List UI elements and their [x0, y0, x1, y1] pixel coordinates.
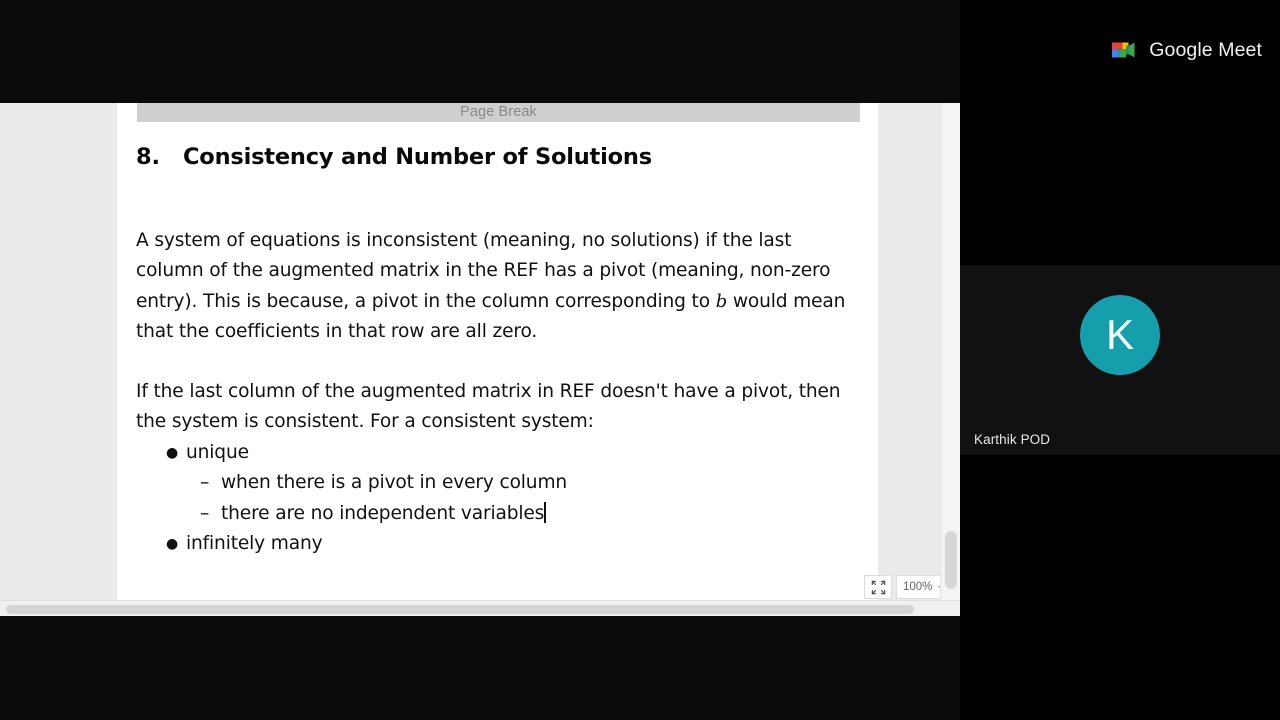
heading-text: Consistency and Number of Solutions — [183, 144, 652, 170]
horizontal-scrollbar[interactable] — [0, 600, 960, 616]
list-item — [117, 468, 878, 498]
math-variable-b: b — [715, 290, 728, 312]
fit-to-screen-button[interactable] — [864, 575, 892, 599]
solutions-list — [117, 438, 878, 559]
zoom-level-value: 100% — [903, 581, 933, 593]
list-item-label: when there is a pivot in every column — [221, 472, 568, 494]
avatar: K — [1080, 295, 1160, 375]
document-view-controls — [864, 575, 949, 599]
meet-brand-label: Google Meet — [1149, 38, 1262, 61]
list-item — [117, 499, 878, 529]
paragraph-consistent: If the last column of the augmented matrix in REF doesn't have a pivot, then the system is consistent. For a consistent system: — [136, 381, 841, 433]
letterbox-top — [0, 0, 960, 103]
dash-icon: – — [200, 472, 210, 494]
horizontal-scrollbar-thumb[interactable] — [6, 605, 914, 614]
shared-document-window — [0, 103, 960, 616]
heading-number: 8. — [136, 144, 160, 170]
participant-tile[interactable] — [960, 265, 1280, 455]
bullet-icon: ● — [166, 535, 179, 552]
paragraph-1-part-a: A system of equations is inconsistent (meaning, no solutions) if the last column of the augmented matrix in the REF has a pivot (meaning, non-zero entry). This is because, a pivot in the column corresponding to — [136, 230, 831, 312]
text-cursor — [544, 502, 545, 523]
dash-icon: – — [200, 502, 210, 524]
meet-branding — [960, 0, 1280, 100]
list-item — [117, 438, 878, 468]
list-item — [117, 529, 878, 559]
list-item-label: unique — [186, 442, 249, 463]
google-meet-camera-icon — [1109, 38, 1139, 62]
page-break-marker: Page Break — [137, 103, 860, 122]
letterbox-bottom — [0, 616, 960, 720]
list-item-label: there are no independent variables — [221, 502, 545, 524]
participant-name-label: Karthik POD — [974, 432, 1051, 447]
list-item-label: infinitely many — [186, 532, 323, 554]
document-canvas-right-gutter — [878, 103, 940, 600]
vertical-scrollbar[interactable] — [940, 103, 960, 600]
document-canvas-left-gutter — [0, 103, 117, 600]
document-content[interactable] — [117, 122, 878, 600]
fit-to-screen-icon — [871, 580, 886, 595]
paragraph-inconsistent — [136, 226, 861, 347]
page-title — [136, 144, 652, 170]
bullet-icon: ● — [166, 445, 179, 461]
vertical-scrollbar-thumb[interactable] — [945, 531, 957, 589]
document-page[interactable] — [117, 103, 878, 600]
paragraph-1-part-b: would mean that the coefficients in that row are all zero. — [136, 290, 846, 342]
